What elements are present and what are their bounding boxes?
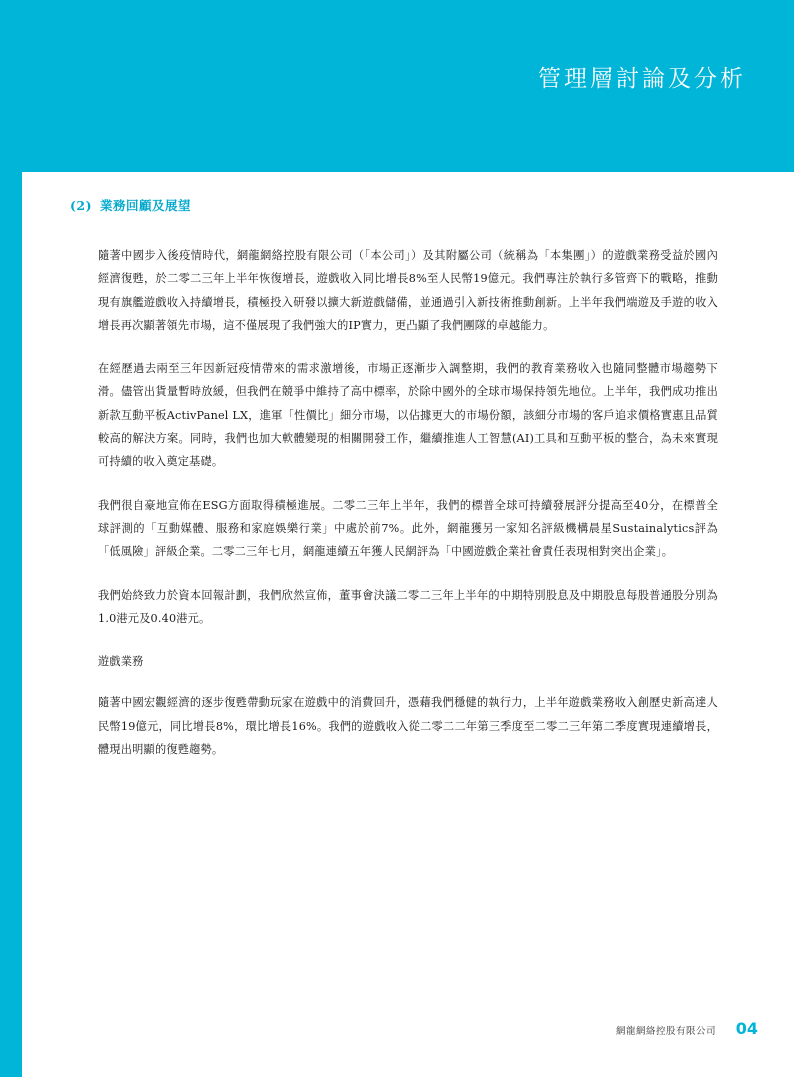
paragraph: 隨著中國宏觀經濟的逐步復甦帶動玩家在遊戲中的消費回升，憑藉我們穩健的執行力，上半年遊戲業務收入創歷史新高達人民幣19億元，同比增長8%，環比增長16%。我們的遊戲收入從二零二二年第三季度至二零二三年第二季度實現連續增長，體現出明顯的復甦趨勢。 xyxy=(98,696,718,757)
footer-page-number: 04 xyxy=(735,1019,758,1038)
section-number: (2) xyxy=(70,198,93,213)
paragraph: 在經歷過去兩至三年因新冠疫情帶來的需求激增後，市場正逐漸步入調整期，我們的教育業務收入也隨同整體市場趨勢下滑。儘管出貨量暫時放緩，但我們在競爭中維持了高中標率，於除中國外的全球市場保持領先地位。上半年，我們成功推出新款互動平板ActivPanel LX，進軍「性價比」細分市場，以佔據更大的市場份額，該細分市場的客戶追求價格實惠且品質較高的解決方案。同時，我們也加大軟體變現的相關開發工作，繼續推進人工智慧(AI)工具和互動平板的整合，為未來實現可持續的收入奠定基礎。 xyxy=(98,362,718,469)
paragraph: 我們很自豪地宣佈在ESG方面取得積極進展。二零二三年上半年，我們的標普全球可持續發展評分提高至40分，在標普全球評測的「互動媒體、服務和家庭娛樂行業」中處於前7%。此外，網龍獲另一家知名評級機構晨星Sustainalytics評為「低風險」評級企業。二零二三年七月，網龍連續五年獲人民網評為「中國遊戲企業社會責任表現相對突出企業」。 xyxy=(98,498,718,559)
page-title: 管理層討論及分析 xyxy=(538,66,746,92)
section-title: 業務回顧及展望 xyxy=(100,198,192,213)
paragraph: 隨著中國步入後疫情時代，網龍網絡控股有限公司（「本公司」）及其附屬公司（統稱為「本集團」）的遊戲業務受益於國內經濟復甦，於二零二三年上半年恢復增長，遊戲收入同比增長8%至人民幣19億元。我們專注於執行多管齊下的戰略，推動現有旗艦遊戲收入持續增長，積極投入研發以擴大新遊戲儲備，並通過引入新技術推動創新。上半年我們端遊及手遊的收入增長再次顯著領先市場，這不僅展現了我們強大的IP實力，更凸顯了我們團隊的卓越能力。 xyxy=(98,249,718,332)
section-heading xyxy=(70,196,720,214)
body-text-block xyxy=(98,244,718,761)
left-accent-bar xyxy=(0,0,22,1077)
page-footer xyxy=(0,1021,794,1041)
footer-company-name: 網龍網絡控股有限公司 xyxy=(615,1026,716,1037)
page-header-band xyxy=(22,0,794,172)
page-content xyxy=(70,196,720,761)
subsection-heading: 遊戲業務 xyxy=(98,655,144,669)
paragraph: 我們始終致力於資本回報計劃，我們欣然宣佈，董事會決議二零二三年上半年的中期特別股息及中期股息每股普通股分別為1.0港元及0.40港元。 xyxy=(98,588,718,625)
